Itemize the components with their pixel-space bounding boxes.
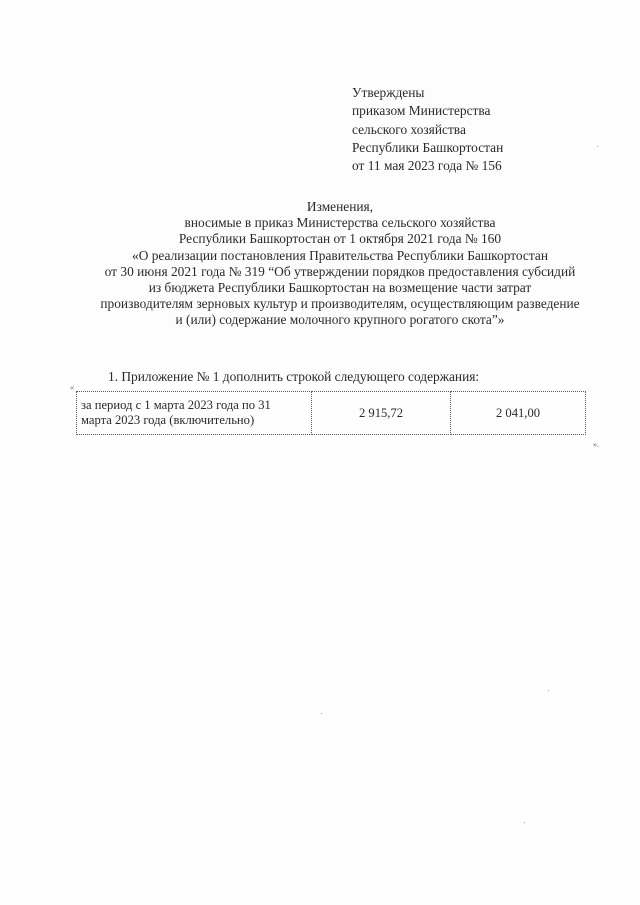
scan-speck xyxy=(524,822,525,823)
period-cell xyxy=(77,392,312,435)
heading-line: Республики Башкортостан от 1 октября 2021 года № 160 xyxy=(178,231,502,247)
value-cell-1: 2 915,72 xyxy=(312,392,451,435)
table xyxy=(76,391,586,435)
heading-line: производителям зерновых культур и производителям, осуществляющим разведение xyxy=(100,296,580,312)
approval-line: приказом Министерства xyxy=(352,103,491,119)
closing-quote: ». xyxy=(593,440,599,449)
amendment-paragraph: 1. Приложение № 1 дополнить строкой следующего содержания: xyxy=(108,369,480,384)
heading-line: от 30 июня 2021 года № 319 “Об утверждении порядков предоставления субсидий xyxy=(104,263,576,279)
opening-quote: « xyxy=(70,383,74,392)
heading-title: Изменения, xyxy=(306,199,374,214)
document-heading xyxy=(60,199,620,329)
amendment-table xyxy=(76,391,586,435)
scan-speck xyxy=(597,146,598,147)
scan-speck xyxy=(548,690,549,691)
approval-line: сельского хозяйства xyxy=(352,121,466,137)
value-cell-2: 2 041,00 xyxy=(451,392,586,435)
approval-block xyxy=(352,84,622,175)
approval-line: от 11 мая 2023 года № 156 xyxy=(352,158,502,174)
scan-speck xyxy=(321,713,322,714)
heading-line: и (или) содержание молочного крупного рогатого скота”» xyxy=(175,312,505,328)
heading-line: «О реализации постановления Правительства Республики Башкортостан xyxy=(132,247,548,263)
period-line: за период с 1 марта 2023 года по 31 xyxy=(81,398,271,412)
period-line: марта 2023 года (включительно) xyxy=(81,413,255,427)
approval-line: Республики Башкортостан xyxy=(352,139,504,155)
heading-line: из бюджета Республики Башкортостан на возмещение части затрат xyxy=(148,280,532,296)
heading-line: вносимые в приказ Министерства сельского хозяйства xyxy=(184,215,496,231)
table-row xyxy=(77,392,586,435)
approval-line: Утверждены xyxy=(352,85,425,100)
